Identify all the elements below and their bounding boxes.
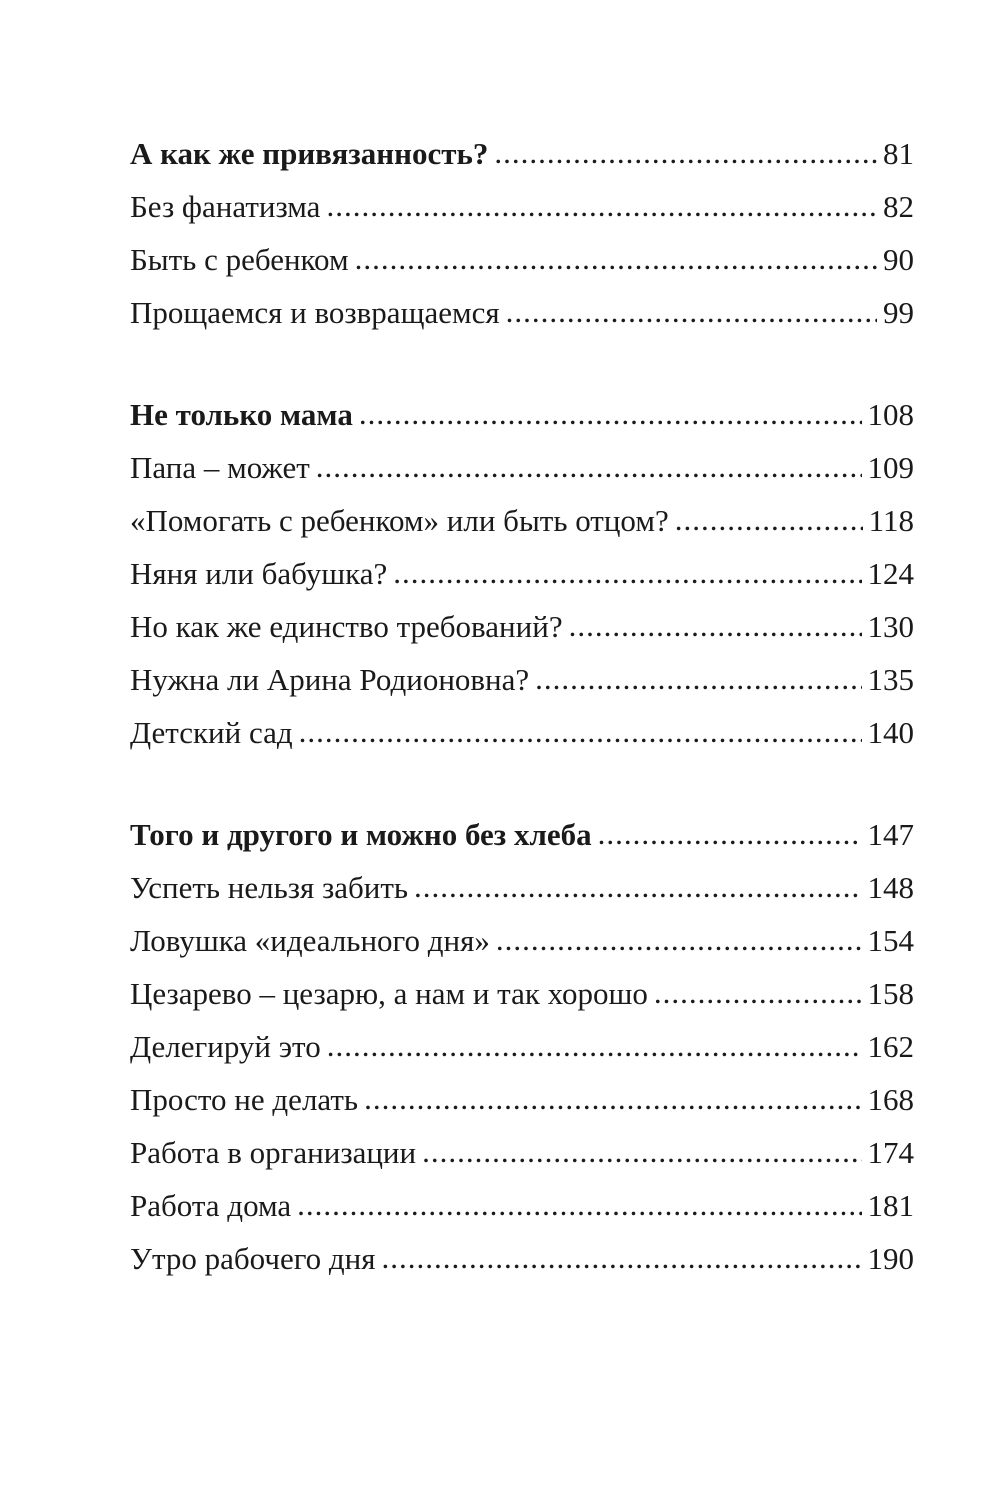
toc-page-number: 190 [867, 1241, 914, 1276]
toc-entry [130, 547, 914, 600]
toc-entry-title: Быть с ребенком [130, 242, 349, 277]
dot-leader [506, 285, 877, 338]
toc-page-number: 82 [883, 189, 914, 224]
dot-leader [675, 493, 863, 546]
toc-page-number: 90 [883, 242, 914, 277]
toc-entry [130, 1232, 914, 1285]
toc-page-number: 81 [883, 136, 914, 171]
toc-page-number: 174 [867, 1135, 914, 1170]
toc-page-number: 140 [867, 715, 914, 750]
toc-page-number: 118 [868, 503, 914, 538]
toc-entry-title: Работа в организации [130, 1135, 417, 1170]
toc-heading-title: А как же привязанность? [130, 136, 489, 171]
toc-entry [130, 967, 914, 1020]
toc-heading [130, 127, 914, 180]
toc-entry-title: Просто не делать [130, 1082, 359, 1117]
toc-entry-title: Нужна ли Арина Родионовна? [130, 662, 530, 697]
dot-leader [297, 1178, 861, 1231]
dot-leader [535, 652, 861, 705]
toc-page-number: 135 [867, 662, 914, 697]
toc-page-number: 148 [867, 870, 914, 905]
dot-leader [326, 179, 877, 232]
toc-page-number: 147 [867, 817, 914, 852]
toc-section-not-only-mom [130, 388, 914, 759]
toc-entry-title: Няня или бабушка? [130, 556, 388, 591]
toc-page-number: 130 [867, 609, 914, 644]
toc-entry-title: Без фанатизма [130, 189, 321, 224]
toc-page-number: 109 [867, 450, 914, 485]
dot-leader [364, 1072, 861, 1125]
toc-entry-title: Успеть нельзя забить [130, 870, 409, 905]
toc-entry [130, 1179, 914, 1232]
toc-entry-title: «Помогать с ребенком» или быть отцом? [130, 503, 669, 538]
dot-leader [569, 599, 862, 652]
toc-entry-title: Детский сад [130, 715, 293, 750]
toc-entry-title: Делегируй это [130, 1029, 321, 1064]
toc-entry-title: Ловушка «идеального дня» [130, 923, 490, 958]
toc-heading-title: Не только мама [130, 397, 353, 432]
toc-entry [130, 653, 914, 706]
toc-entry [130, 286, 914, 339]
table-of-contents [130, 127, 914, 1334]
dot-leader [393, 546, 861, 599]
toc-entry [130, 1020, 914, 1073]
toc-heading [130, 808, 914, 861]
toc-page-number: 162 [867, 1029, 914, 1064]
toc-entry-title: Но как же единство требований? [130, 609, 563, 644]
toc-page-number: 154 [867, 923, 914, 958]
toc-entry [130, 600, 914, 653]
toc-entry [130, 441, 914, 494]
toc-heading-title: Того и другого и можно без хлеба [130, 817, 592, 852]
toc-page-number: 108 [867, 397, 914, 432]
dot-leader [654, 966, 862, 1019]
dot-leader [496, 913, 862, 966]
dot-leader [355, 232, 877, 285]
toc-entry [130, 706, 914, 759]
toc-entry-title: Работа дома [130, 1188, 292, 1223]
toc-page-number: 168 [867, 1082, 914, 1117]
toc-entry [130, 1073, 914, 1126]
dot-leader [414, 860, 861, 913]
dot-leader [494, 126, 877, 179]
toc-entry-title: Утро рабочего дня [130, 1241, 376, 1276]
toc-page-number: 99 [883, 295, 914, 330]
dot-leader [422, 1125, 861, 1178]
dot-leader [382, 1231, 862, 1284]
toc-heading [130, 388, 914, 441]
toc-page-number: 158 [867, 976, 914, 1011]
toc-entry [130, 494, 914, 547]
toc-page-number: 181 [867, 1188, 914, 1223]
toc-entry [130, 914, 914, 967]
toc-section-attachment [130, 127, 914, 339]
dot-leader [327, 1019, 862, 1072]
toc-entry-title: Цезарево – цезарю, а нам и так хорошо [130, 976, 648, 1011]
dot-leader [316, 440, 862, 493]
toc-entry [130, 180, 914, 233]
toc-section-both-things [130, 808, 914, 1285]
dot-leader [299, 705, 862, 758]
toc-entry [130, 233, 914, 286]
dot-leader [598, 807, 862, 860]
toc-page-number: 124 [867, 556, 914, 591]
toc-entry [130, 1126, 914, 1179]
dot-leader [359, 387, 862, 440]
toc-entry-title: Папа – может [130, 450, 310, 485]
toc-entry [130, 861, 914, 914]
toc-entry-title: Прощаемся и возвращаемся [130, 295, 500, 330]
